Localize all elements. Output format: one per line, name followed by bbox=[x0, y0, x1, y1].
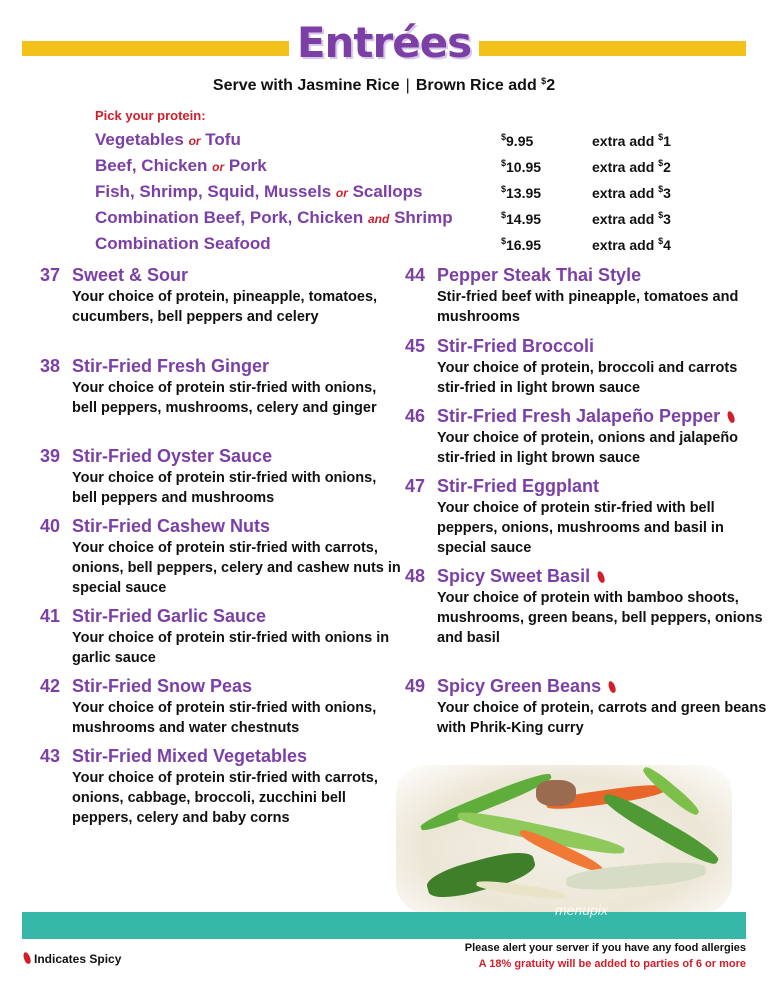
extra-dollar: $ bbox=[658, 132, 664, 142]
price-value: 10.95 bbox=[506, 159, 542, 175]
gratuity-note: A 18% gratuity will be added to parties of 6 or more bbox=[478, 958, 746, 970]
subtitle-jasmine: Serve with Jasmine Rice bbox=[212, 77, 400, 94]
item-description: Your choice of protein stir-fried with onions, bell peppers and mushrooms bbox=[72, 470, 377, 506]
chili-icon bbox=[596, 570, 606, 583]
protein-row bbox=[95, 156, 695, 178]
item-number: 43 bbox=[40, 746, 61, 766]
subtitle-amount: 2 bbox=[546, 77, 556, 94]
item-name-text: Stir-Fried Mixed Vegetables bbox=[72, 746, 308, 766]
item-description: Your choice of protein stir-fried with onions, bell peppers, mushrooms, celery and ginger bbox=[72, 380, 377, 416]
protein-name bbox=[95, 182, 423, 202]
item-name bbox=[72, 676, 252, 697]
protein-name-b: Pork bbox=[224, 156, 267, 175]
price-dollar: $ bbox=[501, 236, 507, 246]
item-name bbox=[437, 265, 641, 286]
teal-footer-bar bbox=[22, 912, 746, 939]
protein-connector: or bbox=[188, 134, 201, 148]
subtitle-dollar: $ bbox=[541, 76, 547, 86]
price-dollar: $ bbox=[501, 158, 507, 168]
protein-row bbox=[95, 234, 695, 256]
item-number: 45 bbox=[405, 336, 426, 356]
protein-name bbox=[95, 234, 271, 254]
title-wrap bbox=[0, 14, 768, 72]
extra-label: extra add bbox=[592, 185, 659, 201]
item-name-text: Sweet & Sour bbox=[72, 265, 189, 285]
item-description: Your choice of protein stir-fried with onions in garlic sauce bbox=[72, 630, 390, 666]
watermark: menupix bbox=[555, 902, 608, 918]
extra-amount: 1 bbox=[663, 133, 671, 149]
item-name-text: Stir-Fried Oyster Sauce bbox=[72, 446, 273, 466]
subtitle-separator: | bbox=[405, 77, 410, 94]
item-description: Your choice of protein with bamboo shoots, mushrooms, green beans, bell peppers, onions and basil bbox=[437, 590, 763, 646]
item-number: 46 bbox=[405, 406, 426, 426]
item-name-text: Stir-Fried Broccoli bbox=[437, 336, 595, 356]
extra-dollar: $ bbox=[658, 184, 664, 194]
protein-extra bbox=[592, 236, 671, 253]
item-number: 48 bbox=[405, 566, 426, 586]
item-description: Your choice of protein, pineapple, tomatoes, cucumbers, bell peppers and celery bbox=[72, 289, 378, 325]
protein-price bbox=[501, 158, 541, 175]
extra-dollar: $ bbox=[658, 158, 664, 168]
item-description: Your choice of protein stir-fried with onions, mushrooms and water chestnuts bbox=[72, 700, 377, 736]
protein-name bbox=[95, 130, 241, 150]
item-number: 39 bbox=[40, 446, 61, 466]
extra-amount: 2 bbox=[663, 159, 671, 175]
protein-name-b: Scallops bbox=[347, 182, 423, 201]
item-number: 47 bbox=[405, 476, 426, 496]
protein-name-a: Fish, Shrimp, Squid, Mussels bbox=[95, 182, 336, 201]
protein-name-a: Combination Beef, Pork, Chicken bbox=[95, 208, 368, 227]
protein-extra bbox=[592, 184, 671, 201]
price-value: 9.95 bbox=[506, 133, 534, 149]
item-name bbox=[72, 516, 270, 537]
item-name-text: Stir-Fried Cashew Nuts bbox=[72, 516, 271, 536]
price-dollar: $ bbox=[501, 210, 507, 220]
item-name-text: Stir-Fried Fresh Jalapeño Pepper bbox=[437, 406, 721, 426]
item-number: 40 bbox=[40, 516, 61, 536]
item-name bbox=[72, 356, 269, 377]
item-name-text: Stir-Fried Eggplant bbox=[437, 476, 599, 496]
item-number: 42 bbox=[40, 676, 61, 696]
price-value: 16.95 bbox=[506, 237, 542, 253]
protein-connector: or bbox=[335, 186, 348, 200]
protein-name-b: Shrimp bbox=[389, 208, 453, 227]
price-value: 13.95 bbox=[506, 185, 542, 201]
protein-name-a: Beef, Chicken bbox=[95, 156, 213, 175]
item-name bbox=[437, 336, 594, 357]
price-value: 14.95 bbox=[506, 211, 542, 227]
subtitle-brown: Brown Rice add bbox=[415, 77, 542, 94]
item-description: Your choice of protein stir-fried with carrots, onions, bell peppers, celery and cashew nuts in special sauce bbox=[72, 540, 401, 596]
protein-name-b: Tofu bbox=[200, 130, 241, 149]
item-description: Your choice of protein, broccoli and carrots stir-fried in light brown sauce bbox=[437, 360, 738, 396]
protein-extra bbox=[592, 132, 671, 149]
extra-amount: 3 bbox=[663, 211, 671, 227]
item-number: 41 bbox=[40, 606, 61, 626]
protein-name bbox=[95, 156, 267, 176]
extra-dollar: $ bbox=[658, 210, 664, 220]
item-description: Your choice of protein, carrots and green beans with Phrik-King curry bbox=[437, 700, 767, 736]
item-name bbox=[72, 746, 307, 767]
protein-extra bbox=[592, 210, 671, 227]
protein-heading: Pick your protein: bbox=[95, 108, 206, 123]
item-number: 37 bbox=[40, 265, 61, 285]
extra-dollar: $ bbox=[658, 236, 664, 246]
chili-icon bbox=[22, 951, 32, 964]
protein-price bbox=[501, 236, 541, 253]
extra-label: extra add bbox=[592, 211, 659, 227]
item-name bbox=[437, 406, 734, 427]
item-name bbox=[72, 606, 266, 627]
chili-icon bbox=[726, 410, 736, 423]
item-description: Your choice of protein stir-fried with bell peppers, onions, mushrooms and basil in special sauce bbox=[437, 500, 724, 556]
spicy-legend-text: Indicates Spicy bbox=[34, 952, 122, 966]
item-name bbox=[437, 476, 599, 497]
item-name bbox=[72, 265, 188, 286]
item-number: 38 bbox=[40, 356, 61, 376]
item-name-text: Stir-Fried Fresh Ginger bbox=[72, 356, 270, 376]
protein-extra bbox=[592, 158, 671, 175]
item-name-text: Stir-Fried Snow Peas bbox=[72, 676, 253, 696]
protein-connector: and bbox=[368, 212, 390, 226]
page-title: Entrées bbox=[289, 14, 479, 72]
protein-price bbox=[501, 210, 541, 227]
extra-amount: 4 bbox=[663, 237, 671, 253]
rice-subtitle bbox=[0, 76, 768, 95]
chili-icon bbox=[607, 680, 617, 693]
item-number: 49 bbox=[405, 676, 426, 696]
extra-amount: 3 bbox=[663, 185, 671, 201]
item-name bbox=[72, 446, 272, 467]
price-dollar: $ bbox=[501, 132, 507, 142]
allergy-note: Please alert your server if you have any food allergies bbox=[464, 942, 746, 954]
protein-name-a: Combination Seafood bbox=[95, 234, 271, 253]
item-description: Your choice of protein stir-fried with carrots, onions, cabbage, broccoli, zucchini bell peppers, celery and baby corns bbox=[72, 770, 378, 826]
protein-row bbox=[95, 130, 695, 152]
extra-label: extra add bbox=[592, 237, 659, 253]
protein-name bbox=[95, 208, 453, 228]
item-name-text: Stir-Fried Garlic Sauce bbox=[72, 606, 267, 626]
item-name bbox=[437, 566, 604, 587]
item-name-text: Spicy Sweet Basil bbox=[437, 566, 591, 586]
protein-row bbox=[95, 208, 695, 230]
item-name-text: Pepper Steak Thai Style bbox=[437, 265, 642, 285]
food-photo bbox=[396, 765, 732, 913]
item-name bbox=[437, 676, 615, 697]
price-dollar: $ bbox=[501, 184, 507, 194]
protein-name-a: Vegetables bbox=[95, 130, 189, 149]
item-description: Stir-fried beef with pineapple, tomatoes and mushrooms bbox=[437, 289, 739, 325]
extra-label: extra add bbox=[592, 159, 659, 175]
protein-row bbox=[95, 182, 695, 204]
item-description: Your choice of protein, onions and jalapeño stir-fried in light brown sauce bbox=[437, 430, 739, 466]
extra-label: extra add bbox=[592, 133, 659, 149]
protein-price bbox=[501, 132, 533, 149]
item-name-text: Spicy Green Beans bbox=[437, 676, 602, 696]
protein-connector: or bbox=[212, 160, 225, 174]
spicy-legend bbox=[22, 952, 121, 966]
protein-price bbox=[501, 184, 541, 201]
item-number: 44 bbox=[405, 265, 426, 285]
